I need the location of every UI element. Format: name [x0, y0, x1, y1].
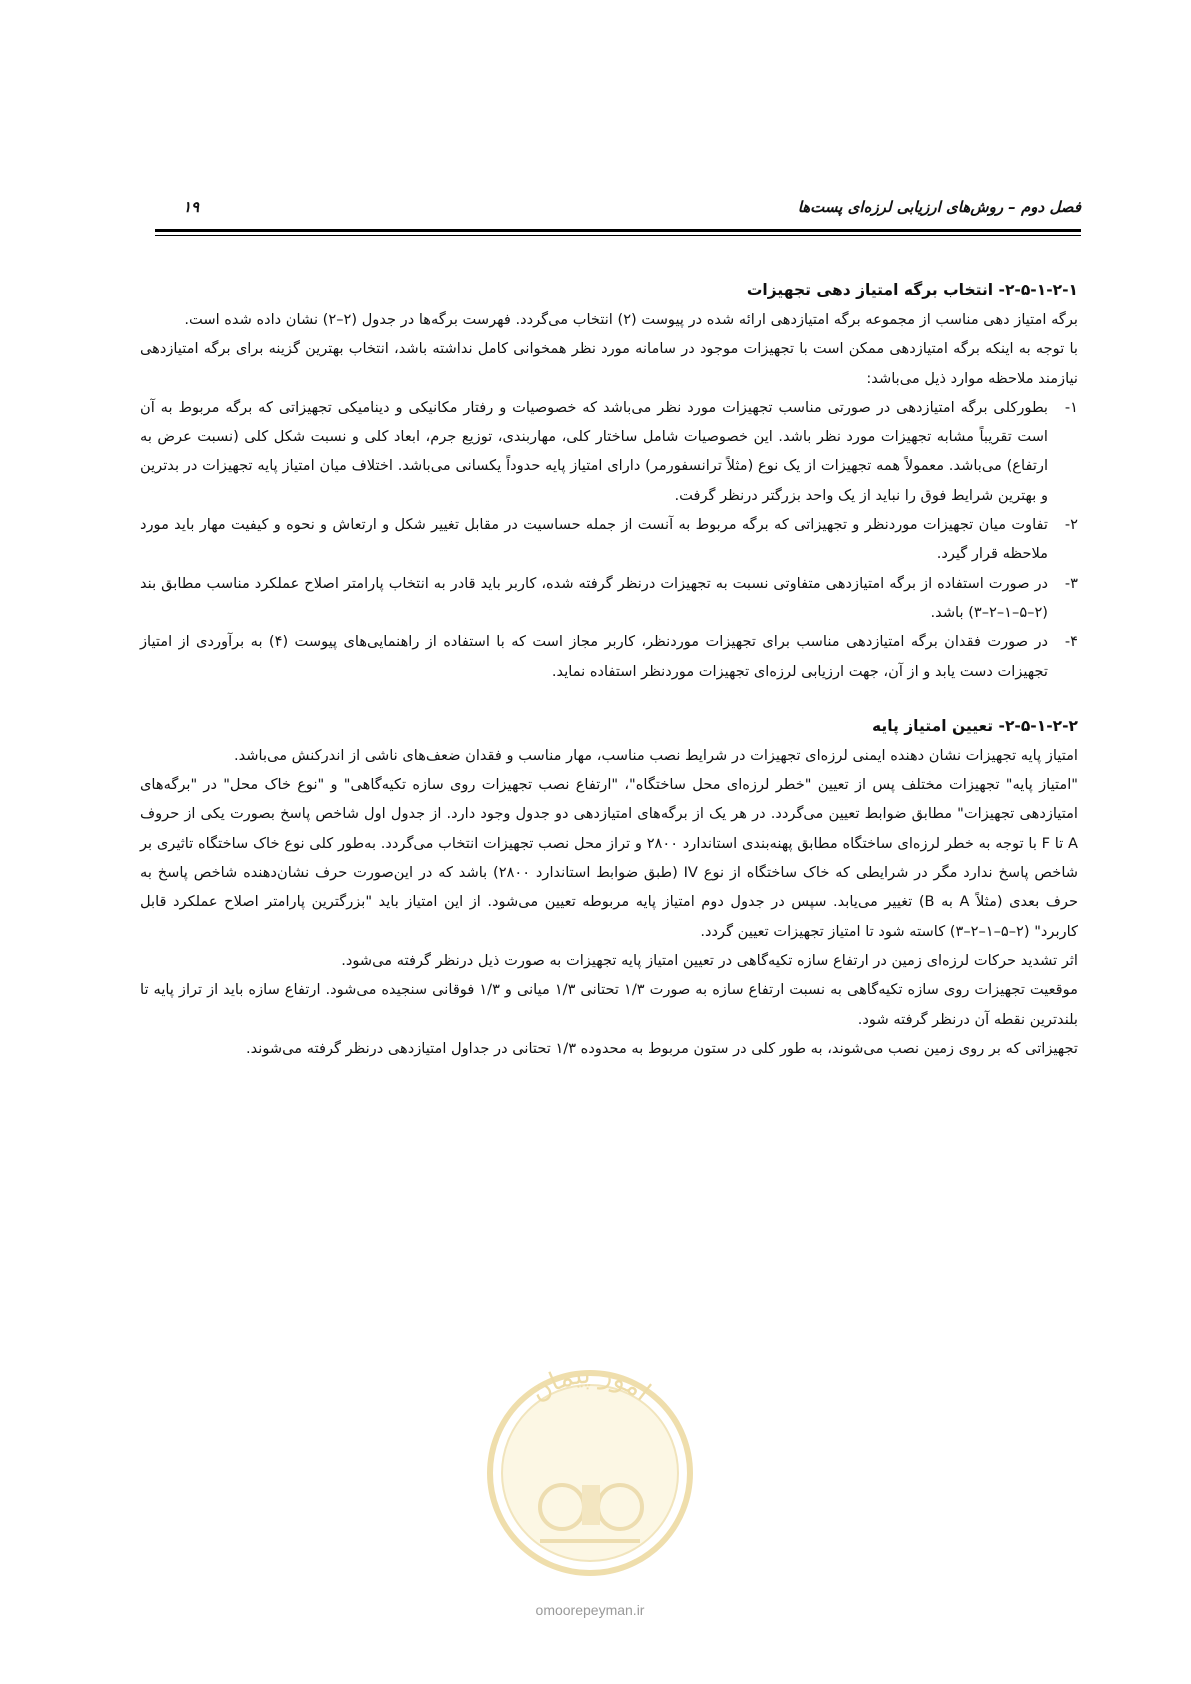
paragraph: اثر تشدید حرکات لرزه‌ای زمین در ارتفاع سازه تکیه‌گاهی در تعیین امتیاز پایه تجهیزات به صورت ذیل درنظر گرفته می‌شود.	[341, 951, 1078, 969]
list-item	[140, 510, 1078, 569]
section-heading-2: ۲-۵-۱-۲-۲- تعیین امتیاز پایه	[871, 716, 1078, 735]
paragraph: تجهیزاتی که بر روی زمین نصب می‌شوند، به طور کلی در ستون مربوط به محدوده ۱/۳ تحتانی در جداول امتیازدهی درنظر گرفته می‌شوند.	[246, 1039, 1078, 1057]
list-item	[140, 627, 1078, 686]
page-header	[155, 198, 1081, 222]
list-item-number: ۴-	[1064, 633, 1078, 651]
considerations-list	[140, 393, 1078, 686]
watermark-url: omoorepeyman.ir	[535, 1602, 645, 1618]
list-item-text: در صورت فقدان برگه امتیازدهی مناسب برای تجهیزات موردنظر، کاربر مجاز است که با استفاده از راهنمایی‌های پیوست (۴) به برآوردی از امتیاز تجهیزات دست یابد و از آن، جهت ارزیابی لرزه‌ای تجهیزات موردنظر استفاده نماید.	[140, 633, 1048, 680]
paragraph: "امتیاز پایه" تجهیزات مختلف پس از تعیین "خطر لرزه‌ای محل ساختگاه"، "ارتفاع نصب تجهیزات روی سازه تکیه‌گاهی" و "نوع خاک محل" در "برگه‌های امتیازدهی تجهیزات" مطابق ضوابط تعیین می‌گردد. در هر یک از برگه‌های امتیازدهی دو جدول وجود دارد. از جدول اول شاخص پاسخ بصورت یکی از حروف A تا F با توجه به خطر لرزه‌ای ساختگاه مطابق پهنه‌بندی استاندارد ۲۸۰۰ و تراز محل نصب تجهیزات انتخاب می‌گردد. به‌طور کلی نوع خاک ساختگاه تاثیری بر شاخص پاسخ ندارد مگر در شرایطی که خاک ساختگاه از نوع IV (طبق ضوابط استاندارد ۲۸۰۰) باشد که در این‌صورت حرف نشان‌دهنده شاخص پاسخ به حرف بعدی (مثلاً A به B) تغییر می‌یابد. سپس در جدول دوم امتیاز پایه مربوطه تعیین می‌شود. از این امتیاز باید "بزرگترین پارامتر اصلاح عملکرد قابل کاربرد" (۲–۵–۱–۲–۳) کاسته شود تا امتیاز تجهیزات تعیین گردد.	[140, 776, 1078, 940]
paragraph: موقعیت تجهیزات روی سازه تکیه‌گاهی به نسبت ارتفاع سازه به صورت ۱/۳ تحتانی ۱/۳ میانی و ۱/۳ فوقانی سنجیده می‌شود. ارتفاع سازه باید از تراز پایه تا بلندترین نقطه آن درنظر گرفته شود.	[140, 981, 1078, 1028]
list-item	[140, 569, 1078, 628]
section-heading-1: ۲-۵-۱-۲-۱- انتخاب برگه امتیاز دهی تجهیزات	[746, 281, 1078, 299]
chapter-title: فصل دوم – روش‌های ارزیابی لرزه‌ای پست‌ها	[797, 198, 1081, 216]
list-item-number: ۲-	[1064, 516, 1078, 534]
list-item-text: بطورکلی برگه امتیازدهی در صورتی مناسب تجهیزات مورد نظر می‌باشد که خصوصیات و رفتار مکانیکی و دینامیکی تجهیزاتی که برگه مربوط به آن است تقریباً مشابه تجهیزات مورد نظر باشد. این خصوصیات شامل ساختار کلی، مهاربندی، توزیع جرم، ابعاد کلی و نسبت شکل کلی (نسبت عرض به ارتفاع) می‌باشد. معمولاً همه تجهیزات از یک نوع (مثلاً ترانسفورمر) دارای امتیاز پایه حدوداً یکسانی می‌باشد. اختلاف میان امتیاز پایه تجهیزات در بدترین و بهترین شرایط فوق را نباید از یک واحد بزرگتر درنظر گرفت.	[140, 398, 1048, 504]
watermark-logo-icon	[470, 1345, 710, 1585]
list-item-number: ۱-	[1064, 398, 1078, 416]
header-rule-thick	[155, 229, 1081, 232]
paragraph: با توجه به اینکه برگه امتیازدهی ممکن است با تجهیزات موجود در سامانه مورد نظر همخوانی کامل نداشته باشد، انتخاب بهترین گزینه برای برگه امتیازدهی نیازمند ملاحظه موارد ذیل می‌باشد:	[140, 340, 1078, 387]
paragraph: امتیاز پایه تجهیزات نشان دهنده ایمنی لرزه‌ای تجهیزات در شرایط نصب مناسب، مهار مناسب و فقدان ضعف‌های ناشی از اندرکنش می‌باشد.	[234, 746, 1078, 764]
watermark-text: امور پیمان	[525, 1359, 656, 1408]
page-body	[140, 276, 1078, 1063]
list-item-number: ۳-	[1064, 574, 1078, 592]
list-item	[140, 393, 1078, 510]
list-item-text: تفاوت میان تجهیزات موردنظر و تجهیزاتی که برگه مربوط به آنست از جمله حساسیت در مقابل تغییر شکل و ارتعاش و نحوه و کیفیت مهار باید مورد ملاحظه قرار گیرد.	[140, 516, 1048, 563]
list-item-text: در صورت استفاده از برگه امتیازدهی متفاوتی نسبت به تجهیزات درنظر گرفته شده، کاربر باید قادر به انتخاب پارامتر اصلاح عملکرد مناسب مطابق بند (۲–۵–۱–۲–۳) باشد.	[140, 574, 1048, 621]
page-number: ۱۹	[183, 198, 200, 216]
paragraph: برگه امتیاز دهی مناسب از مجموعه برگه امتیازدهی ارائه شده در پیوست (۲) انتخاب می‌گردد. فهرست برگه‌ها در جدول (۲–۲) نشان داده شده است.	[184, 311, 1078, 328]
header-rule-thin	[155, 235, 1081, 236]
